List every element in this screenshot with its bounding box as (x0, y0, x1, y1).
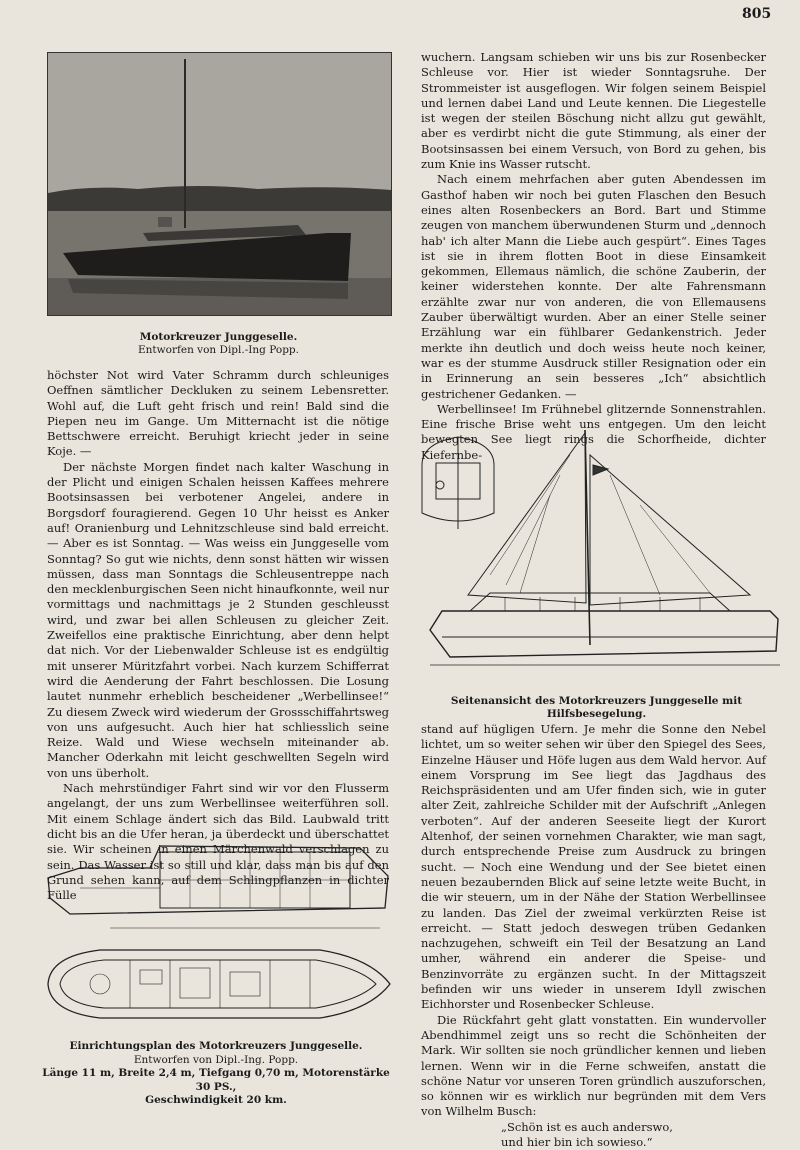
verse-line: „Schön ist es auch anderswo, (501, 1119, 673, 1134)
right-column-bottom (421, 722, 766, 1150)
interior-plan-drawing (40, 838, 392, 1030)
paragraph: wuchern. Langsam schieben wir uns bis zur Rosenbecker Schleuse vor. Hier ist wieder Sonntagsruhe. Der Strommeister ist ausgeflogen. Wir folgen seinem Beispiel und lernen dabei Land und Leute kennen. Die Liegestelle ist wegen der steilen Böschung nicht allzu gut gewählt, aber es verdirbt nicht die gute Stimmung, als einer der Bootsinsassen bei einem Versuch, von Bord zu gehen, bis zum Knie ins Wasser rutscht. (421, 50, 766, 172)
interior-plan-figure (40, 838, 392, 1030)
paragraph: Nach einem mehrfachen aber guten Abendessen im Gasthof haben wir noch bei guten Flaschen den Besuch eines alten Rosenbeckers an Bord. Bart und Stimme zeugen von manchem überwundenen Sturm und „dennoch hab' ich alter Mann die Liebe auch gespürt“. Eines Tages ist sie in ihrem flotten Boot in diese Einsamkeit gekommen, Ellemaus nämlich, die schöne Zauberin, der keiner widerstehen konnte. Der alte Fahrensmann erzählte zwar nur von anderen, die von Ellemausens Zauber überwältigt wurden. Aber an einer Stelle seiner Erzählung war ein fühlbarer Gedankenstrich. Jeder merkte ihn deutlich und doch weiss heute noch keiner, war es der stumme Ausdruck stiller Resignation oder ein in Erinnerung an sein besseres „Ich“ absichtlich gestrichener Gedanken. — (421, 172, 766, 401)
plan-caption-specs-line1: Länge 11 m, Breite 2,4 m, Tiefgang 0,70 m, Motorenstärke 30 PS., (42, 1067, 390, 1093)
motorboat-photo (47, 52, 392, 316)
sail-caption: Seitenansicht des Motorkreuzers Junggeselle mit Hilfsbesegelung. (450, 695, 743, 720)
plan-caption-subtitle: Entworfen von Dipl.-Ing. Popp. (133, 1053, 299, 1066)
right-column-top (421, 50, 766, 463)
plan-caption-title: Einrichtungsplan des Motorkreuzers Junggeselle. (69, 1040, 363, 1052)
paragraph: stand auf hügligen Ufern. Je mehr die Sonne den Nebel lichtet, um so weiter sehen wir über den Spiegel des Sees, Einzelne Häuser und Höfe lugen aus dem Wald hervor. Auf einem Vorsprung im See liegt das Jagdhaus des Reichspräsidenten und am Ufer finden sich, wie in guter alter Zeit, zahlreiche Schilder mit der Aufschrift „Anlegen verboten“. Auf der anderen Seeseite liegt der Kurort Altenhof, der seinen vornehmen Charakter, wie man sagt, durch entsprechende Preise zum Ausdruck zu bringen sucht. — Noch eine Wendung und der See bietet einen neuen bezaubernden Blick auf seine letzte weite Bucht, in die wir steuern, um in der Nähe der Station Werbellinsee zu landen. Das Ziel der zweimal verkürzten Reise ist erreicht. — Statt jedoch deswegen trüben Gedanken nachzugehen, schweift ein Teil der Besatzung an Land umher, während ein anderer die Speise- und Benzinvorräte zu ergänzen sucht. In der Mittagszeit befinden wir uns wieder in unserem Idyll zwischen Eichhorster und Rosenbecker Schleuse. (421, 722, 766, 1012)
photo-caption-title: Motorkreuzer Junggeselle. (139, 331, 298, 343)
page-number: 805 (742, 6, 772, 22)
photo-caption-subtitle: Entworfen von Dipl.-Ing Popp. (138, 344, 299, 356)
verse-line: und hier bin ich sowieso.“ (501, 1135, 653, 1150)
sail-plan-drawing (410, 425, 782, 683)
paragraph: Der nächste Morgen findet nach kalter Waschung in der Plicht und einigen Schalen heissen Kaffees mehrere Bootsinsassen bei verbotener Angelei, andere in Borgsdorf fouragierend. Gegen 10 Uhr heisst es Anker auf! Oranienburg und Lehnitzschleuse sind bald erreicht. — Aber es ist Sonntag. — Was weiss ein Junggeselle vom Sonntag? So gut wie nichts, denn sonst hätten wir wissen müssen, dass man Sonntags die Schleusentreppe nach den mecklenburgischen Seen nicht hinaufkonnte, weil nur vormittags und nachmittags je 2 Stunden geschleusst wird, und zwar bei allen Schleusen zu gleicher Zeit. Zweifellos eine praktische Einrichtung, aber denn helpt dat nich. Vor der Liebenwalder Schleuse ist es endgültig mit unserer Müritzfahrt vorbei. Nach kurzem Schifferrat wird die Aenderung der Fahrt beschlossen. Die Losung lautet nunmehr erheblich bescheidener „Werbellinsee!“ Zu diesem Zweck wird wiederum der Grossschiffahrtsweg von uns aufgesucht. Auch hier hat schliesslich seine Reize. Wald und Wiese wechseln miteinander ab. Mancher Oderkahn mit leicht geschwellten Segeln wird von uns überholt. (47, 459, 389, 780)
left-column (47, 368, 389, 903)
sail-plan-figure (410, 425, 782, 683)
paragraph: Nach mehrstündiger Fahrt sind wir vor den Flusserm angelangt, der uns zum Werbellinsee weiterführen soll. Mit einem Schlage ändert sich das Bild. Laubwald tritt dicht bis an die Ufer heran, ja überdeckt und überschattet sie. Wir scheinen in einen Märchenwald verschlagen zu sein. Das Wasser ist so still und klar, dass man bis auf den Grund sehen kann, auf dem Schlingpflanzen in dichter Fülle (47, 781, 389, 903)
paragraph: Die Rückfahrt geht glatt vonstatten. Ein wundervoller Abendhimmel zeigt uns so recht die Schönheiten der Mark. Wir sollten sie noch gründlicher kennen und lieben lernen. Wenn wir in die Ferne schweifen, anstatt die schöne Natur vor unseren Toren gründlich auszuforschen, so können wir es wirklich nur begründen mit dem Vers von Wilhelm Busch: (421, 1012, 766, 1119)
paragraph: Werbellinsee! Im Frühnebel glitzernde Sonnenstrahlen. Eine frische Brise weht uns entgegen. Um den leicht bewegten See liegt rings die Schorfheide, dichter Kiefernbe- (421, 401, 766, 462)
paragraph: höchster Not wird Vater Schramm durch schleuniges Oeffnen sämtlicher Deckluken zu seinem Lebensretter. Wohl auf, die Luft geht frisch und rein! Bald sind die Piepen neu im Gange. Um Mitternacht ist die nötige Bettschwere erreicht. Beruhigt kriecht jeder in seine Koje. — (47, 368, 389, 459)
motorboat-photo-image (48, 53, 391, 315)
plan-caption-specs-line2: Geschwindigkeit 20 km. (145, 1094, 287, 1106)
